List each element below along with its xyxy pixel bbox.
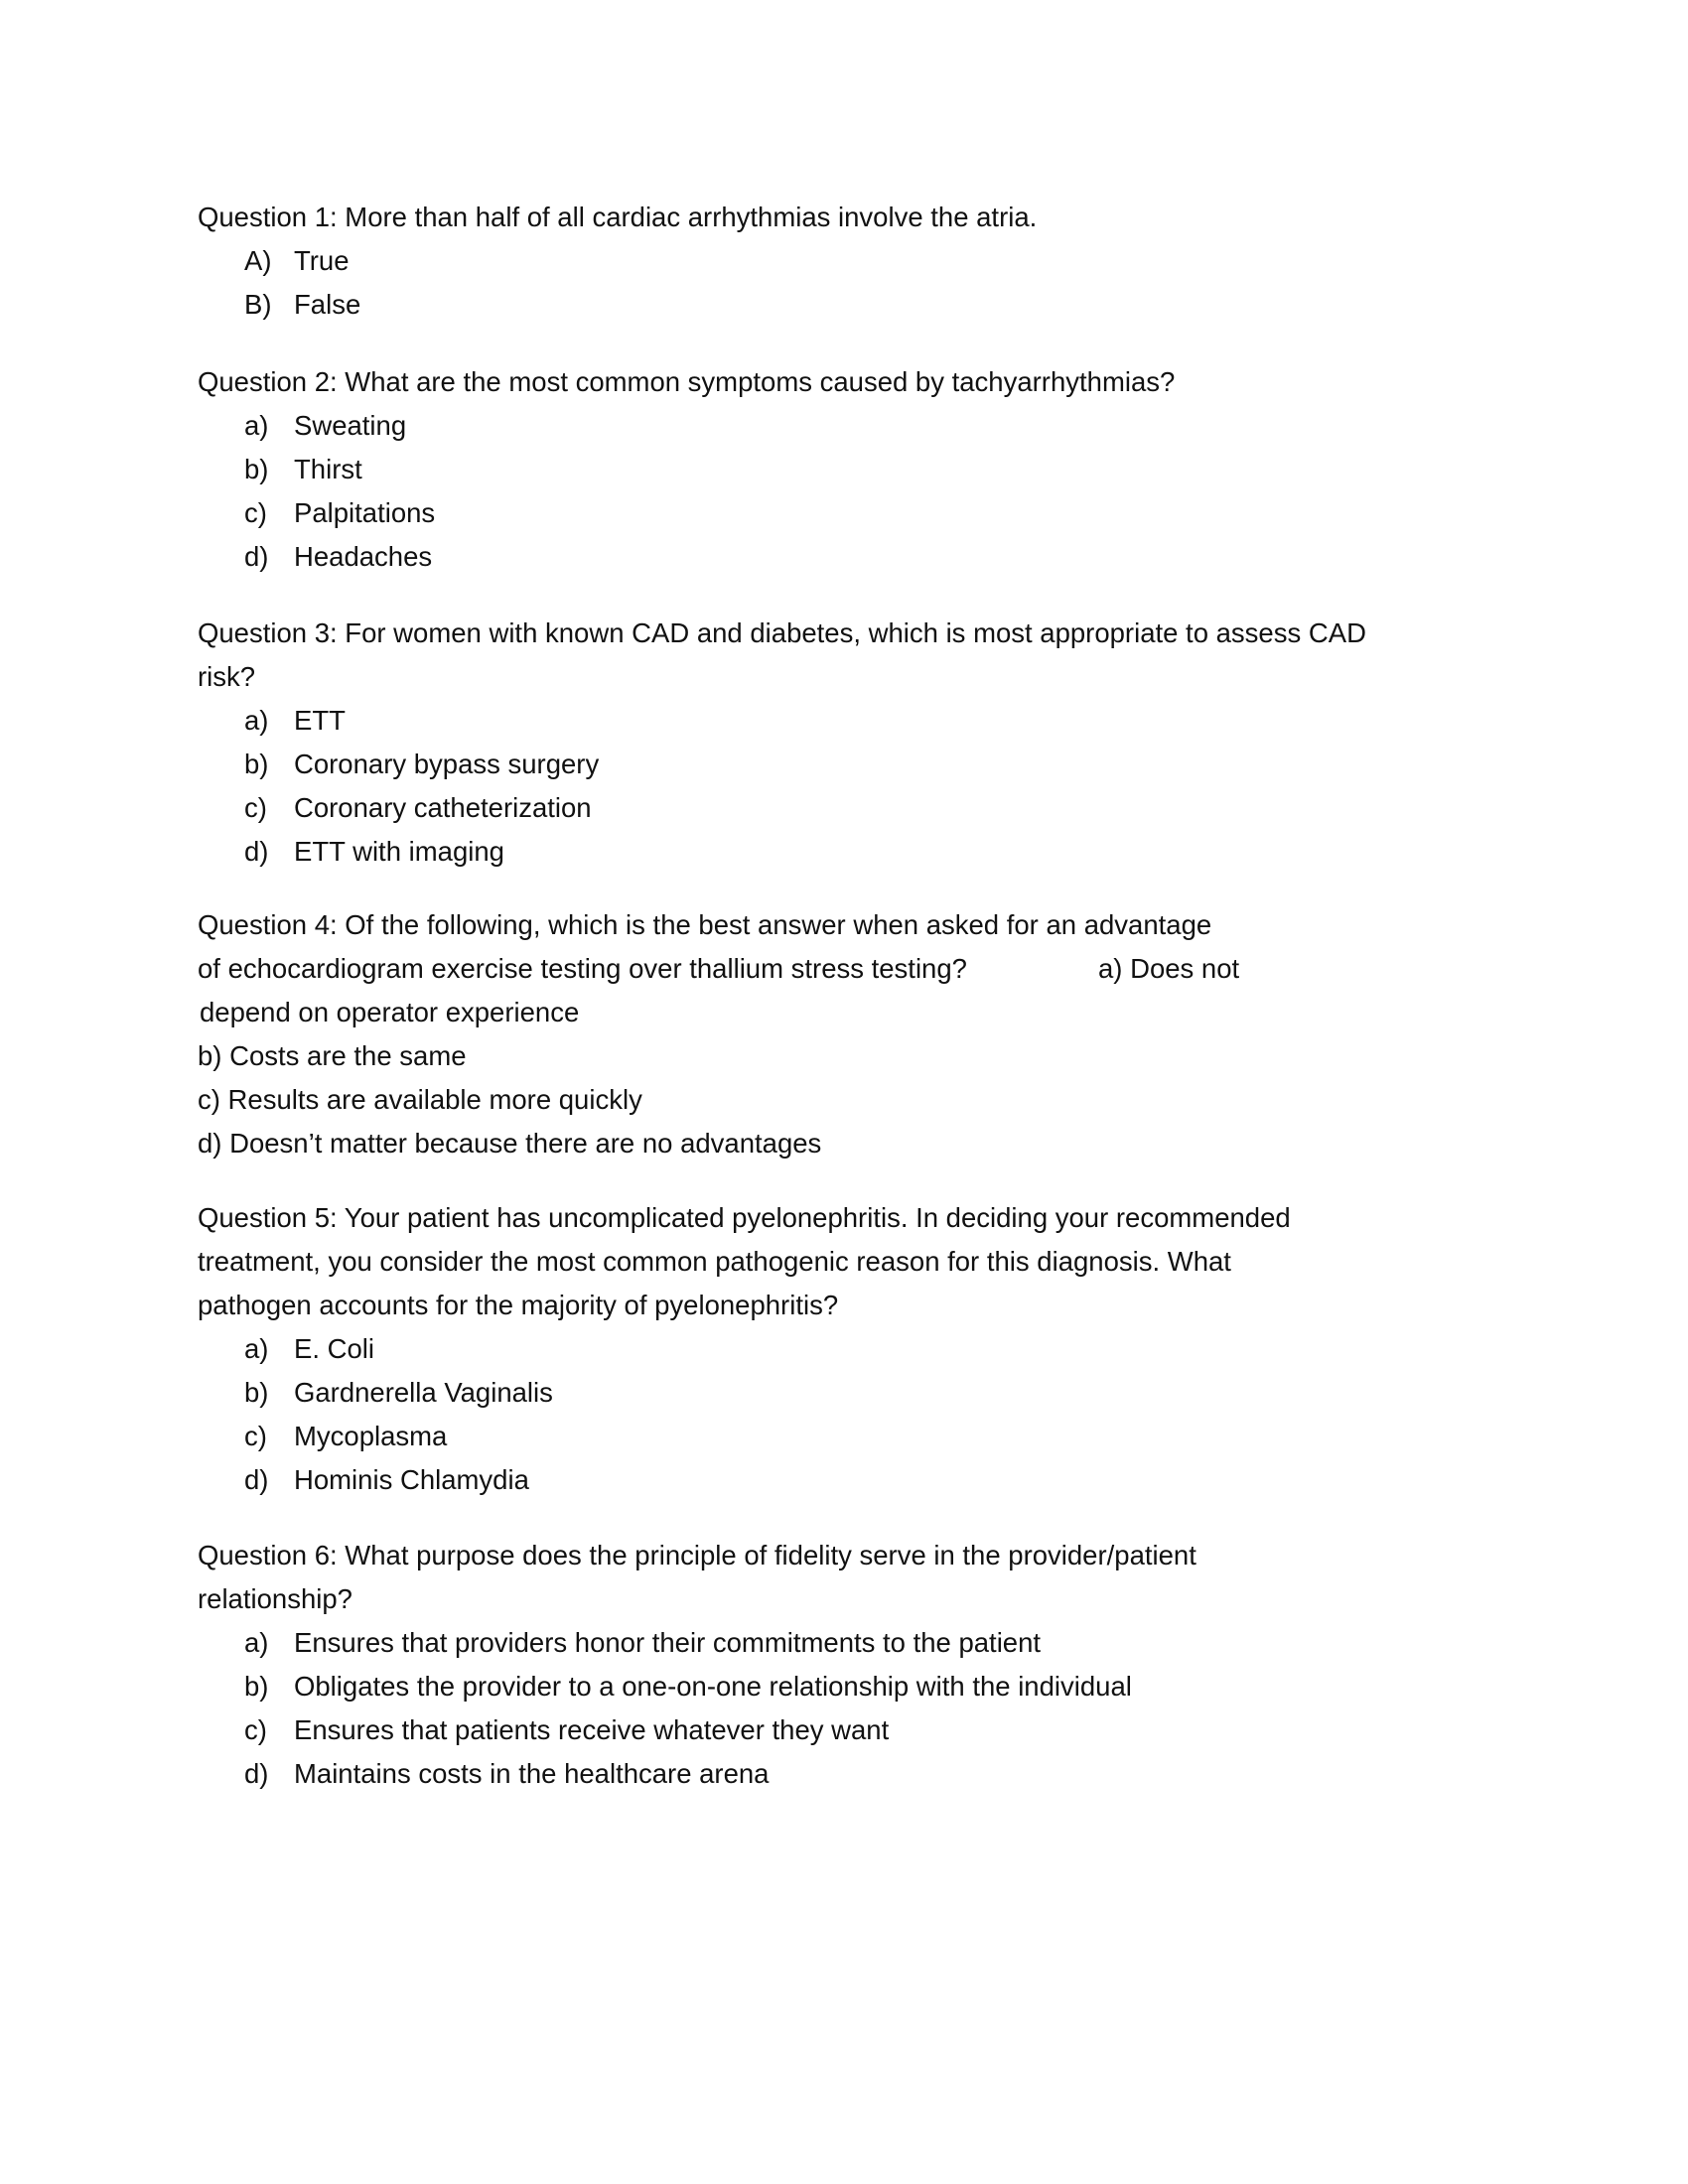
option-text: Headaches — [294, 541, 433, 572]
option-letter: c) — [244, 792, 267, 823]
option-letter: c) — [244, 497, 267, 528]
option-text: Ensures that providers honor their commitments to the patient — [294, 1627, 1042, 1658]
question-1-text: Question 1: More than half of all cardiac arrhythmias involve the atria. — [198, 202, 1038, 232]
option-text: True — [294, 245, 350, 276]
option-text: ETT with imaging — [294, 836, 504, 867]
question-3-text: Question 3: For women with known CAD and diabetes, which is most appropriate to assess CAD — [198, 617, 1366, 648]
option-letter: b) — [244, 749, 269, 779]
question-6-text: relationship? — [198, 1583, 352, 1614]
option-letter: B) — [244, 289, 272, 320]
option-text: Palpitations — [294, 497, 436, 528]
option-text: depend on operator experience — [200, 997, 580, 1027]
option-text: a) Does not — [1098, 953, 1240, 984]
option-letter: a) — [244, 705, 269, 736]
question-4-text: of echocardiogram exercise testing over thallium stress testing? — [198, 953, 967, 984]
option-letter: d) — [244, 541, 269, 572]
option-letter: a) — [244, 1627, 269, 1658]
option-text: Sweating — [294, 410, 407, 441]
option-text: ETT — [294, 705, 346, 736]
question-2-text: Question 2: What are the most common symptoms caused by tachyarrhythmias? — [198, 366, 1176, 397]
option-letter: b) — [244, 1377, 269, 1408]
option-letter: d) — [244, 1758, 269, 1789]
option-letter: c) — [244, 1421, 267, 1451]
option-text: Gardnerella Vaginalis — [294, 1377, 553, 1408]
option-text: Ensures that patients receive whatever they want — [294, 1714, 890, 1745]
option-text: c) Results are available more quickly — [198, 1084, 642, 1115]
option-letter: a) — [244, 410, 269, 441]
option-text: Thirst — [294, 454, 362, 484]
option-text: Coronary catheterization — [294, 792, 592, 823]
option-letter: b) — [244, 1671, 269, 1702]
question-6-text: Question 6: What purpose does the principle of fidelity serve in the provider/patient — [198, 1540, 1196, 1570]
question-4-text: Question 4: Of the following, which is the best answer when asked for an advantage — [198, 909, 1212, 940]
option-letter: c) — [244, 1714, 267, 1745]
option-text: b) Costs are the same — [198, 1040, 467, 1071]
option-letter: b) — [244, 454, 269, 484]
option-text: Mycoplasma — [294, 1421, 448, 1451]
option-text: Maintains costs in the healthcare arena — [294, 1758, 770, 1789]
option-text: Coronary bypass surgery — [294, 749, 600, 779]
question-3-text: risk? — [198, 661, 256, 692]
question-5-text: treatment, you consider the most common pathogenic reason for this diagnosis. What — [198, 1246, 1231, 1277]
option-text: E. Coli — [294, 1333, 374, 1364]
question-5-text: Question 5: Your patient has uncomplicated pyelonephritis. In deciding your recommended — [198, 1202, 1291, 1233]
option-text: Hominis Chlamydia — [294, 1464, 529, 1495]
option-letter: d) — [244, 1464, 269, 1495]
option-letter: d) — [244, 836, 269, 867]
option-text: Obligates the provider to a one-on-one relationship with the individual — [294, 1671, 1132, 1702]
option-text: False — [294, 289, 361, 320]
option-letter: a) — [244, 1333, 269, 1364]
option-letter: A) — [244, 245, 272, 276]
question-5-text: pathogen accounts for the majority of pyelonephritis? — [198, 1290, 839, 1320]
option-text: d) Doesn’t matter because there are no advantages — [198, 1128, 822, 1159]
